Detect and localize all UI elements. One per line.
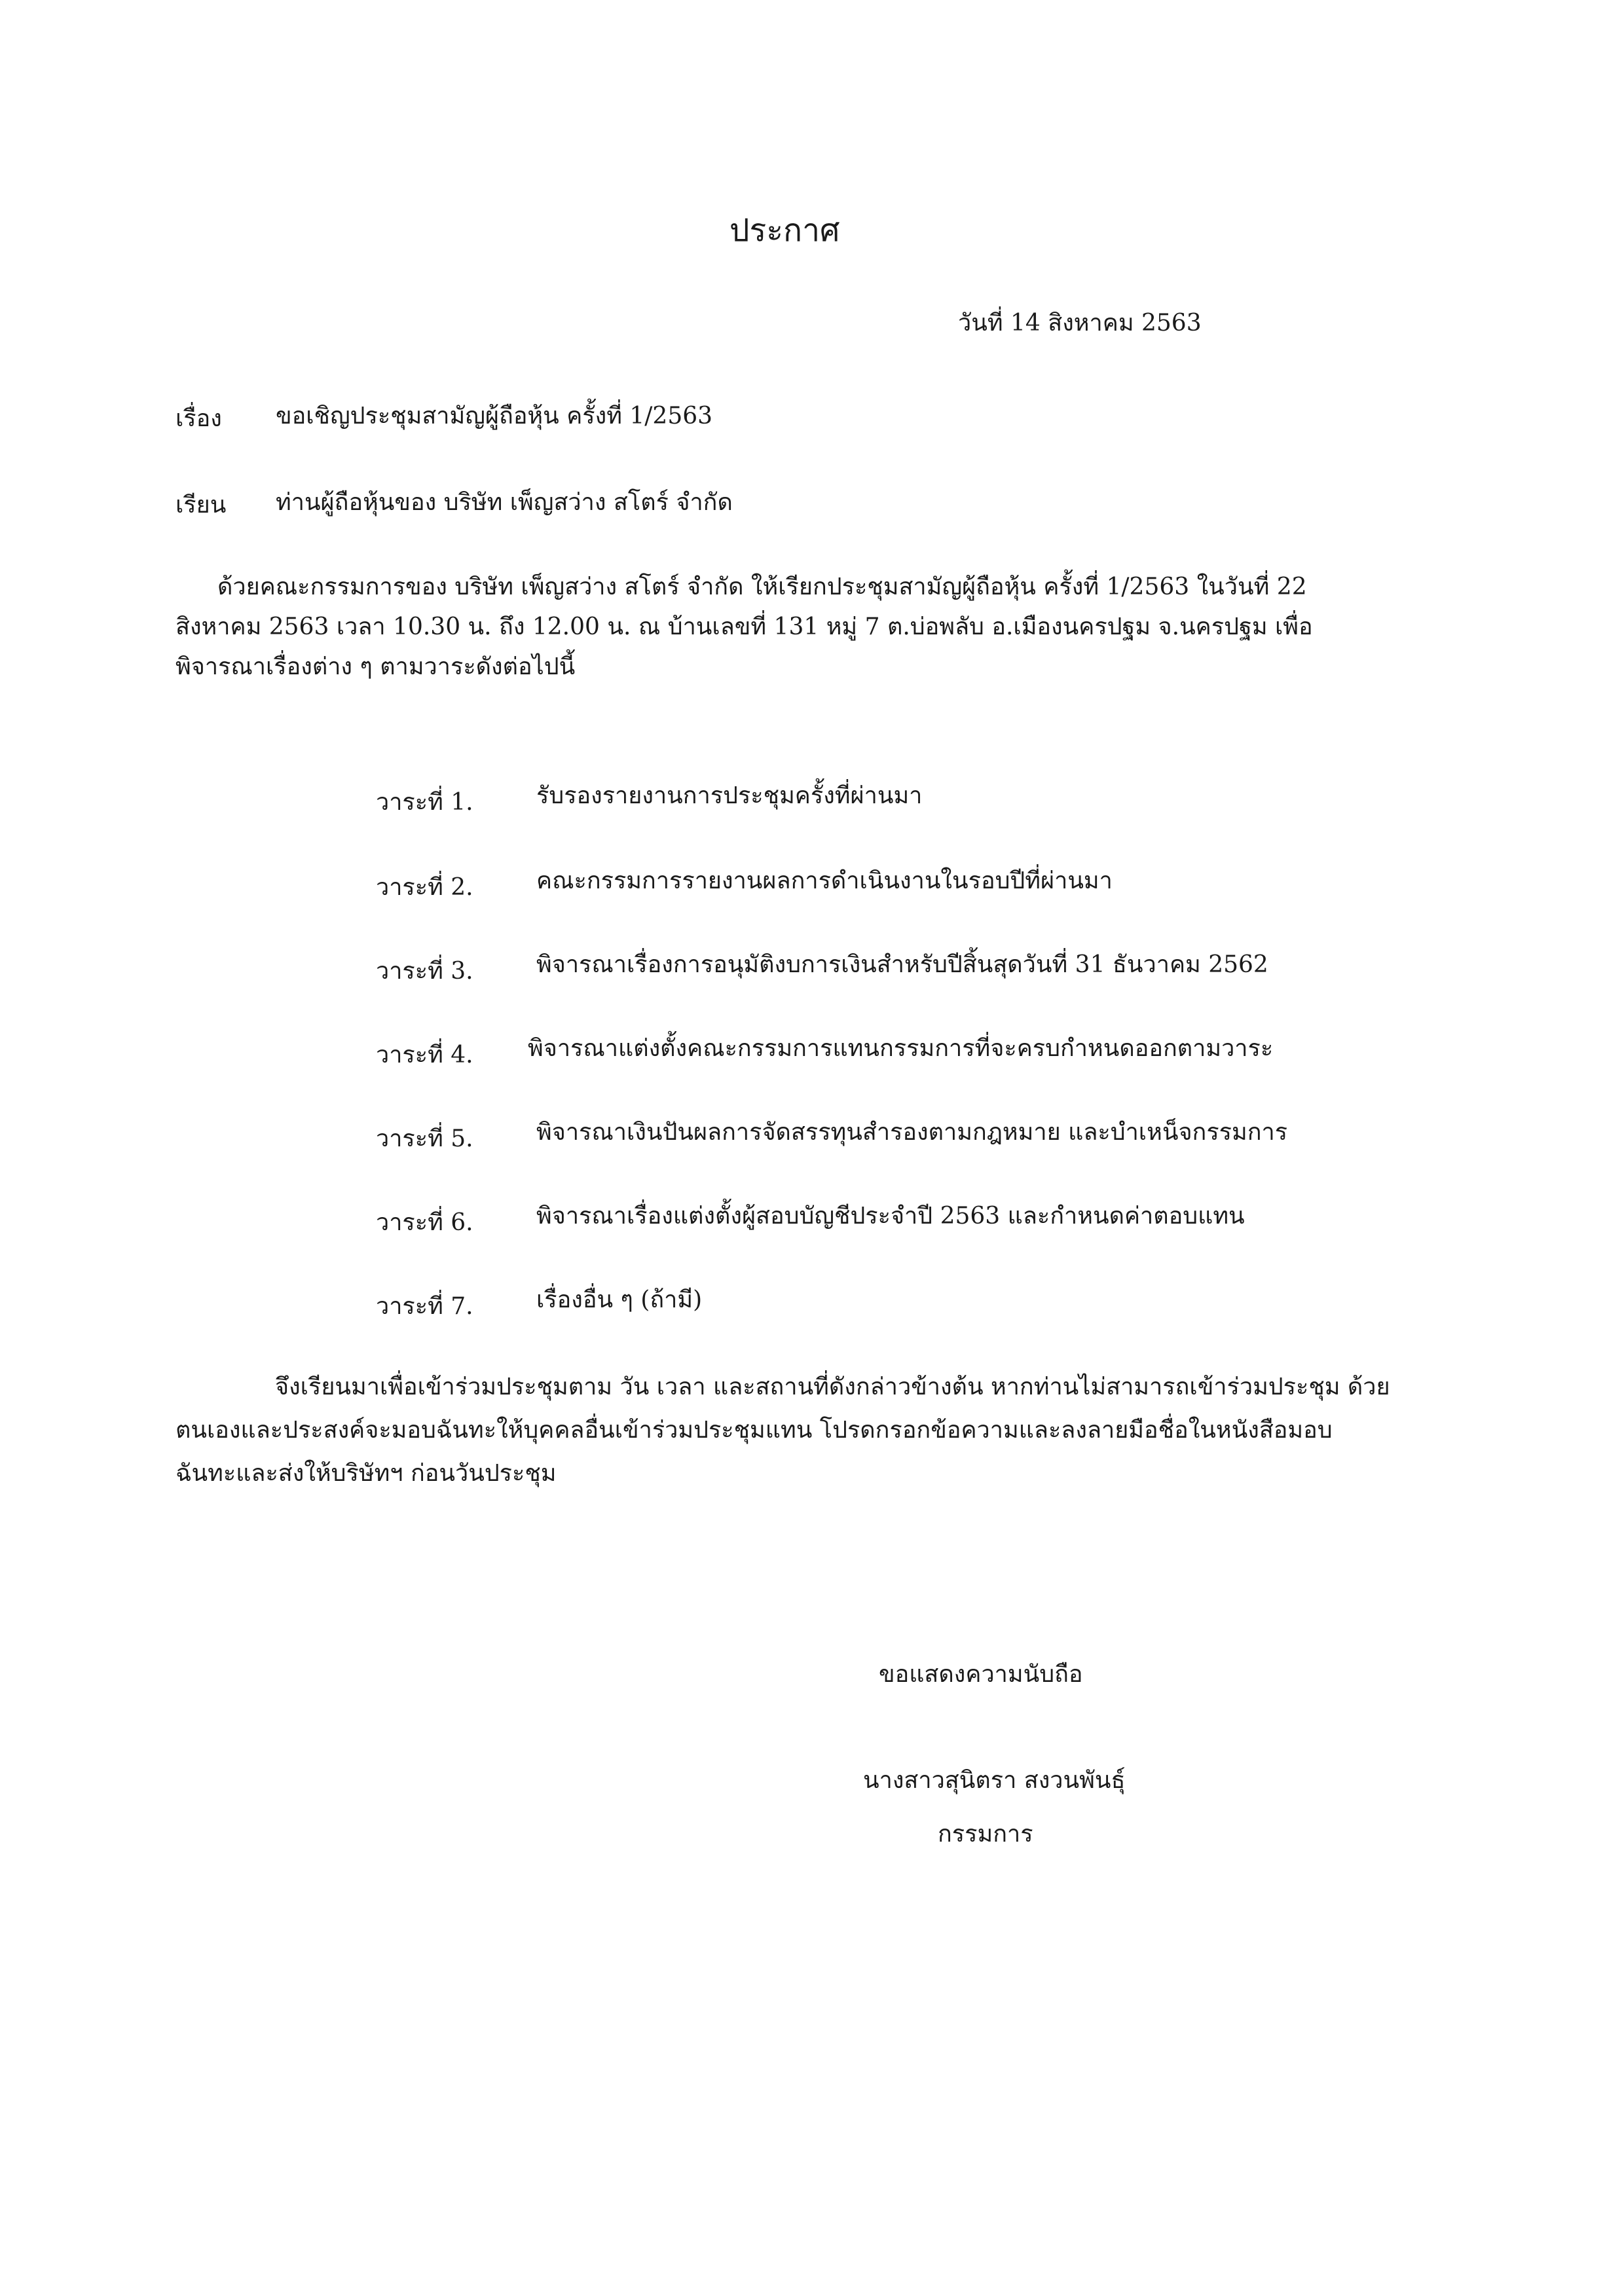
- agenda-number: วาระที่ 2.: [376, 874, 473, 901]
- paragraph-line: จึงเรียนมาเพื่อเข้าร่วมประชุมตาม วัน เวลา และสถานที่ดังกล่าวข้างต้น หากท่านไม่สามารถเข้าร่วมประชุม ด้วย: [275, 1374, 1390, 1400]
- agenda-item: [376, 1281, 1424, 1320]
- agenda-text: รับรองรายงานการประชุมครั้งที่ผ่านมา: [536, 782, 923, 809]
- agenda-number: วาระที่ 1.: [376, 789, 473, 816]
- agenda-item: [376, 1029, 1424, 1068]
- agenda-text: พิจารณาเรื่องการอนุมัติงบการเงินสำหรับปีสิ้นสุดวันที่ 31 ธันวาคม 2562: [536, 951, 1268, 978]
- agenda-item: [376, 776, 1424, 816]
- agenda-item: [376, 945, 1424, 985]
- agenda-number: วาระที่ 5.: [376, 1125, 473, 1152]
- agenda-number: วาระที่ 3.: [376, 958, 473, 985]
- signer-name: นางสาวสุนิตรา สงวนพันธุ์: [863, 1767, 1126, 1794]
- agenda-text: พิจารณาแต่งตั้งคณะกรรมการแทนกรรมการที่จะครบกำหนดออกตามวาระ: [528, 1035, 1274, 1062]
- paragraph-line: สิงหาคม 2563 เวลา 10.30 น. ถึง 12.00 น. ณ บ้านเลขที่ 131 หมู่ 7 ต.บ่อพลับ อ.เมืองนครปฐม จ.นครปฐม เพื่อ: [175, 613, 1313, 640]
- paragraph-line: ฉันทะและส่งให้บริษัทฯ ก่อนวันประชุม: [175, 1460, 557, 1487]
- agenda-item: [376, 862, 1424, 901]
- proxy-instruction-paragraph: [175, 1366, 1420, 1495]
- agenda-text: คณะกรรมการรายงานผลการดำเนินงานในรอบปีที่ผ่านมา: [536, 867, 1113, 894]
- agenda-item: [376, 1113, 1424, 1152]
- subject-text: ขอเชิญประชุมสามัญผู้ถือหุ้น ครั้งที่ 1/2563: [276, 403, 713, 429]
- closing-phrase: ขอแสดงความนับถือ: [879, 1661, 1083, 1688]
- agenda-number: วาระที่ 4.: [376, 1042, 473, 1068]
- recipient-text: ท่านผู้ถือหุ้นของ บริษัท เพ็ญสว่าง สโตร์ จำกัด: [276, 489, 733, 516]
- paragraph-line: ตนเองและประสงค์จะมอบฉันทะให้บุคคลอื่นเข้าร่วมประชุมแทน โปรดกรอกข้อความและลงลายมือชื่อในหนังสือมอบ: [175, 1417, 1333, 1444]
- agenda-text: พิจารณาเงินปันผลการจัดสรรทุนสำรองตามกฎหมาย และบำเหน็จกรรมการ: [536, 1119, 1288, 1146]
- paragraph-line: ด้วยคณะกรรมการของ บริษัท เพ็ญสว่าง สโตร์ จำกัด ให้เรียกประชุมสามัญผู้ถือหุ้น ครั้งที่ 1/2563 ในวันที่ 22: [217, 574, 1307, 600]
- meeting-invitation-paragraph: [175, 567, 1395, 687]
- agenda-number: วาระที่ 6.: [376, 1209, 473, 1236]
- agenda-item: [376, 1197, 1424, 1236]
- subject-label: เรื่อง: [175, 405, 222, 432]
- agenda-text: พิจารณาเรื่องแต่งตั้งผู้สอบบัญชีประจำปี 2563 และกำหนดค่าตอบแทน: [536, 1203, 1245, 1230]
- document-title: ประกาศ: [729, 212, 840, 249]
- signer-position: กรรมการ: [938, 1821, 1033, 1848]
- agenda-number: วาระที่ 7.: [376, 1293, 473, 1320]
- paragraph-line: พิจารณาเรื่องต่าง ๆ ตามวาระดังต่อไปนี้: [175, 653, 576, 680]
- recipient-label: เรียน: [175, 492, 227, 519]
- document-date: วันที่ 14 สิงหาคม 2563: [958, 310, 1202, 337]
- agenda-text: เรื่องอื่น ๆ (ถ้ามี): [536, 1286, 703, 1313]
